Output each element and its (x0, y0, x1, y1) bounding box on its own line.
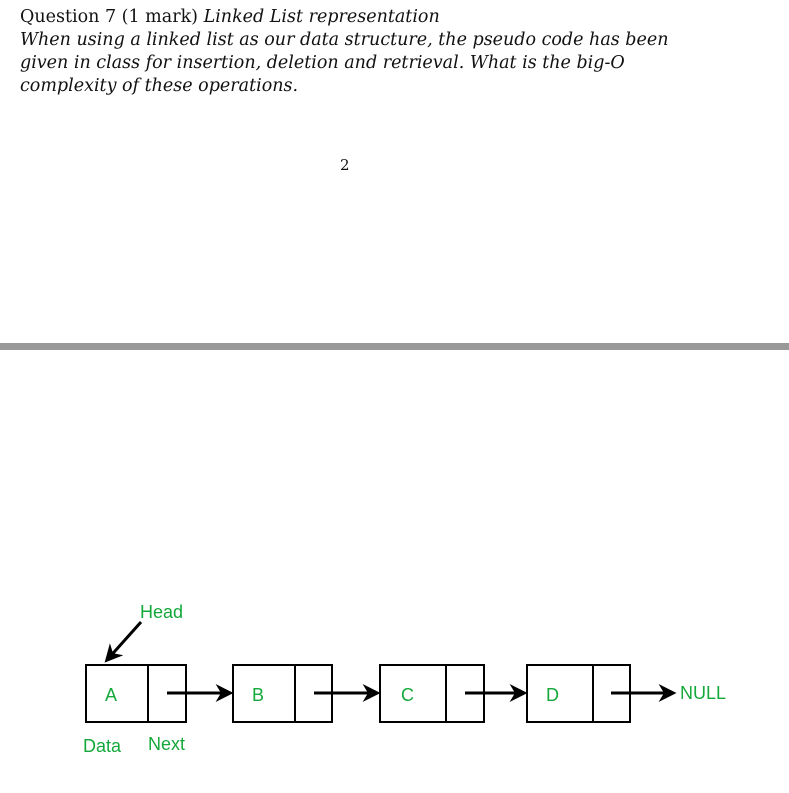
question-topic: Linked List representation (203, 7, 440, 27)
linked-list-diagram (0, 590, 789, 770)
null-label: NULL (680, 683, 727, 703)
next-field-label: Next (148, 734, 186, 754)
page-number: 2 (340, 156, 350, 174)
node-c-label: C (401, 685, 414, 705)
linked-list-svg (0, 590, 789, 770)
head-label: Head (140, 602, 184, 622)
data-field-label: Data (83, 736, 122, 756)
question-text: When using a linked list as our data structure, the pseudo code has been given in class for insertion, deletion and retrieval. What is the big-O complexity of these operations. (20, 30, 669, 96)
node-a-label: A (105, 685, 118, 705)
node-d-data-box (527, 665, 593, 722)
node-b-label: B (252, 685, 265, 705)
node-d-label: D (546, 685, 559, 705)
question-label: Question 7 (1 mark) (20, 7, 198, 27)
question-block (20, 6, 710, 98)
page-divider (0, 343, 789, 350)
head-pointer-arrow (107, 622, 141, 660)
question-heading (20, 6, 710, 29)
